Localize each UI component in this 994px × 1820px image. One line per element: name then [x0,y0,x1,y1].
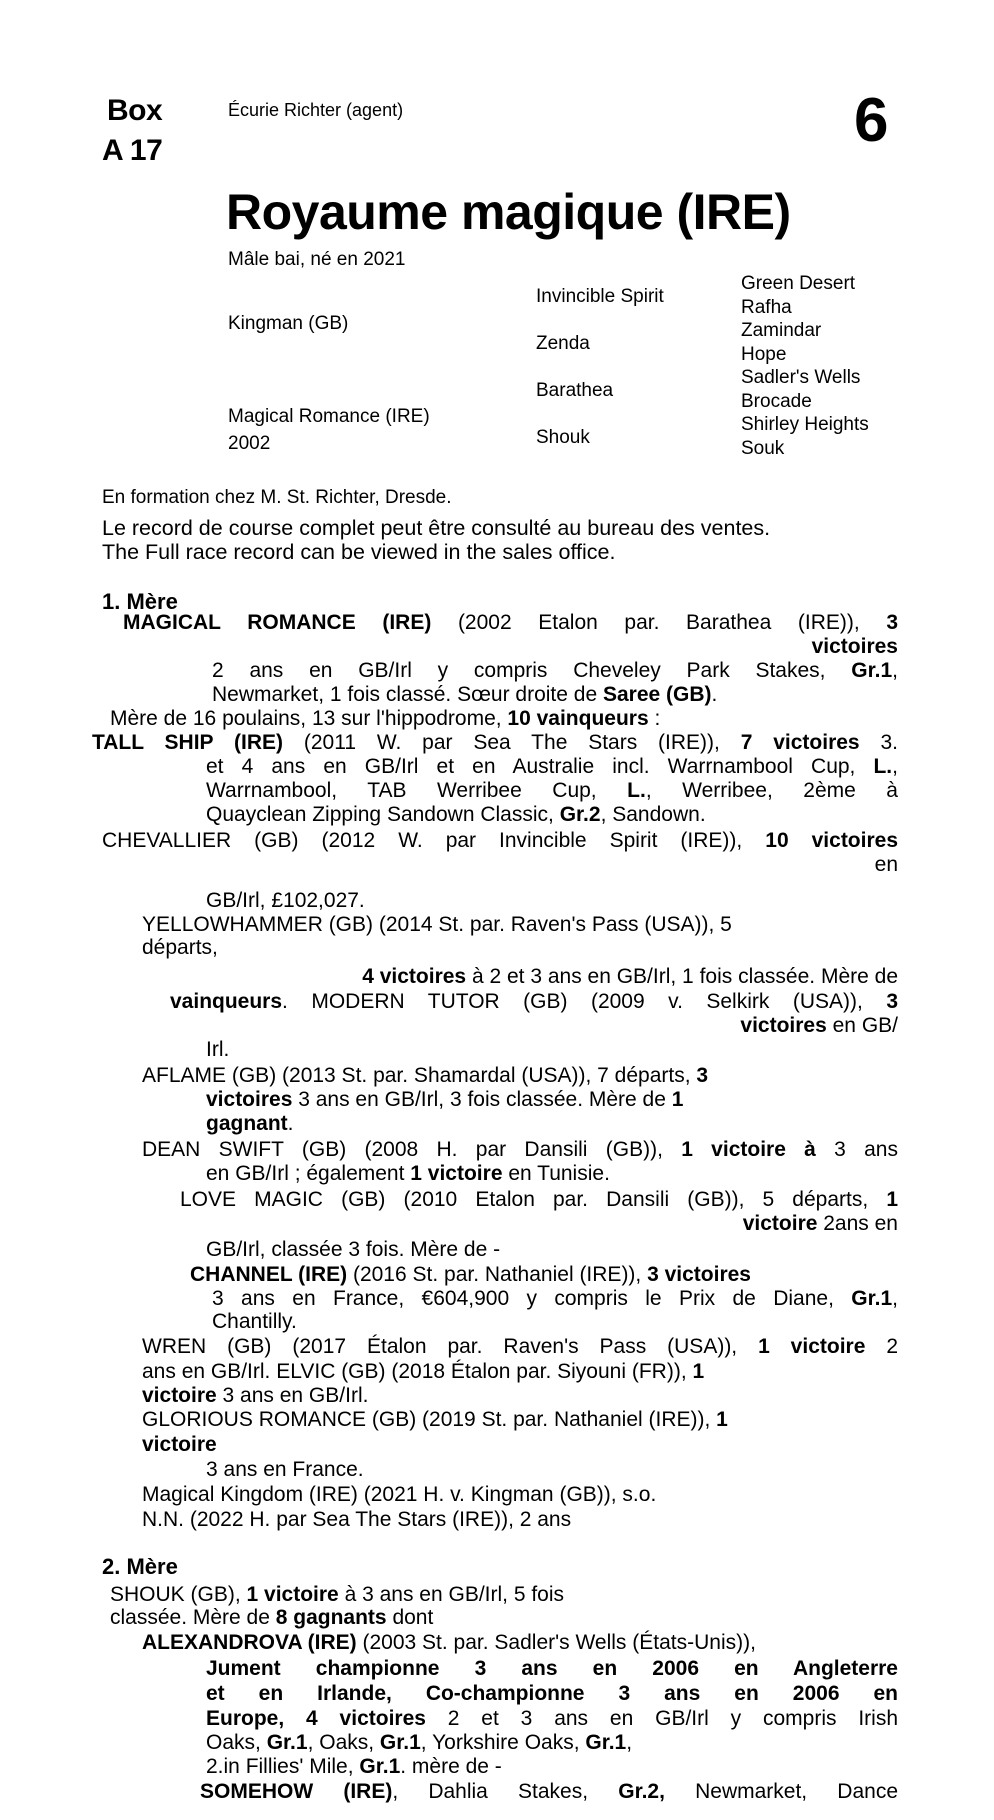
record-text-bold: MAGICAL ROMANCE (IRE) [123,611,432,634]
record-line [142,1360,704,1384]
consignor: Écurie Richter (agent) [228,100,404,120]
record-text: 3 ans en France, €604,900 y compris le Prix de Diane, [212,1287,852,1310]
record-text: (2011 W. par Sea The Stars (IRE)), [283,731,741,754]
record-line [180,1188,898,1212]
record-text: , Oaks, [307,1731,380,1754]
record-text: départs, [142,936,218,959]
record-line [200,1780,898,1804]
pedigree-great-grandparent: Hope [741,343,787,365]
record-text: 3. [859,731,898,754]
record-text-bold: L. [873,755,893,778]
record-line [190,1263,751,1287]
record-text-bold: 1 [886,1188,898,1211]
record-text: Magical Kingdom (IRE) (2021 H. v. Kingman (GB)), s.o. [142,1483,657,1506]
record-text: . [711,683,718,706]
pedigree-great-grandparent: Sadler's Wells [741,367,861,388]
record-line [206,779,898,803]
record-text-bold: Gr.1 [585,1731,627,1754]
record-line [212,659,898,683]
record-text: , Dahlia Stakes, [392,1780,619,1803]
record-text: , Werribee, 2ème à [645,779,898,802]
record-line [743,1212,898,1236]
record-line [812,635,898,659]
record-text-bold: 1 [692,1360,705,1383]
record-text: 3 ans en GB/Irl, 3 fois classée. Mère de [292,1088,672,1111]
record-text-bold: 7 victoires [740,731,860,754]
record-text: : [648,707,661,730]
record-line [206,1731,632,1755]
record-line [206,1112,294,1136]
record-line [142,1508,571,1532]
record-text: 3 ans en GB/Irl. [216,1384,369,1407]
record-line [206,1707,898,1731]
record-line [212,1287,898,1311]
box-number: A 17 [102,134,163,167]
record-line [170,990,898,1014]
record-line [110,1606,433,1630]
record-text: ans en GB/Irl. ELVIC (GB) (2018 Étalon par. Siyouni (FR)), [142,1360,693,1383]
record-line [92,731,898,755]
record-line [110,707,660,731]
record-text: en Tunisie. [502,1162,610,1185]
record-text-bold: Gr.2 [559,803,601,826]
record-text-bold: 10 vainqueurs [507,707,649,730]
record-text: Newmarket, 1 fois classé. Sœur droite de [212,683,603,706]
record-line [875,853,898,877]
record-text-bold: vainqueurs [170,990,283,1013]
record-text: 2 et 3 ans en GB/Irl y compris Irish [425,1707,899,1730]
record-text: 2ans en [817,1212,898,1235]
record-text: , [892,755,898,778]
record-text-bold: 3 [886,611,899,634]
record-text: N.N. (2022 H. par Sea The Stars (IRE)), 2 ans [142,1508,572,1531]
horse-name: Royaume magique (IRE) [226,184,791,240]
record-text: dont [386,1606,434,1629]
record-text: (2002 Etalon par. Barathea (IRE)), [431,611,887,634]
record-text-bold: 1 [671,1088,684,1111]
pedigree-grandparent: Barathea [536,380,614,401]
training-note: En formation chez M. St. Richter, Dresde. [102,487,452,508]
record-text-bold: CHANNEL (IRE) [190,1263,348,1286]
box-label: Box [107,94,163,127]
record-text-bold: Gr.1 [851,1287,893,1310]
record-text-bold: 3 [696,1064,709,1087]
record-text-bold: Gr.1 [266,1731,308,1754]
lot-number: 6 [854,86,889,155]
record-text: à 3 ans en GB/Irl, 5 fois [338,1583,565,1606]
record-text-bold: Gr.2, [618,1780,665,1803]
record-text: (2003 St. par. Sadler's Wells (États-Unis)), [356,1631,756,1654]
record-text-bold: L. [627,779,646,802]
record-line [123,611,898,635]
record-text-bold: Europe, 4 victoires [206,1707,426,1730]
record-text-bold: gagnant [206,1112,288,1135]
pedigree-dam: Magical Romance (IRE) [228,406,430,427]
record-line [362,965,898,989]
record-line [206,803,706,827]
section-heading-second-dam: 2. Mère [102,1554,178,1579]
record-text-bold: SOMEHOW (IRE) [200,1780,393,1803]
record-line [142,1631,756,1655]
record-line [206,755,898,779]
record-text-bold: Saree (GB) [602,683,712,706]
record-line [142,1064,708,1088]
horse-description: Mâle bai, né en 2021 [228,249,406,270]
pedigree-great-grandparent: Zamindar [741,320,822,341]
record-text: à 2 et 3 ans en GB/Irl, 1 fois classée. Mère de [466,965,898,988]
record-text-bold: 3 [886,990,898,1013]
record-text: AFLAME (GB) (2013 St. par. Shamardal (USA)), 7 départs, [142,1064,697,1087]
record-line [740,1014,898,1038]
record-text-bold: victoire [142,1384,217,1407]
record-text-bold: et en Irlande, Co-championne 3 ans en 2006 en [206,1682,898,1705]
record-text: (2016 St. par. Nathaniel (IRE)), [347,1263,648,1286]
record-text-bold: victoire [142,1433,217,1456]
record-text: en GB/Irl ; également [206,1162,411,1185]
record-line [206,889,365,913]
record-text: LOVE MAGIC (GB) (2010 Etalon par. Dansili (GB)), 5 départs, [180,1188,887,1211]
record-line [206,1162,610,1186]
record-text: Irl. [206,1038,230,1061]
record-text-bold: Jument championne 3 ans en 2006 en Angleterre [206,1657,898,1680]
record-text: GLORIOUS ROMANCE (GB) (2019 St. par. Nathaniel (IRE)), [142,1408,717,1431]
pedigree-great-grandparent: Green Desert [741,273,856,294]
record-line [142,1138,898,1162]
record-text-bold: 10 victoires [765,829,899,852]
record-text-bold: 1 victoire [758,1335,866,1358]
record-text-bold: victoire [742,1212,818,1235]
record-text-bold: victoires [206,1088,293,1111]
record-text-bold: 3 victoires [647,1263,751,1286]
pedigree-great-grandparent: Souk [741,437,785,459]
record-text-bold: 1 victoire [410,1162,503,1185]
pedigree-dam-year: 2002 [228,433,271,454]
record-text-bold: 1 victoire [246,1583,339,1606]
record-text-bold: Gr.1 [359,1755,401,1778]
record-text: WREN (GB) (2017 Étalon par. Raven's Pass (USA)), [142,1335,759,1358]
record-line [206,1755,502,1779]
record-text-bold: 1 [716,1408,728,1431]
record-text-bold: Gr.1 [851,659,893,682]
record-text-bold: Gr.1 [379,1731,421,1754]
record-text-bold: ALEXANDROVA (IRE) [142,1631,357,1654]
record-text: , [892,659,898,682]
pedigree-great-grandparent: Shirley Heights [741,414,869,435]
record-text: 2 [865,1335,898,1358]
record-line [206,1682,898,1706]
record-text: Oaks, [206,1731,267,1754]
record-line [142,1408,728,1432]
record-line [142,1483,656,1507]
record-line [142,913,732,937]
record-line [206,1088,683,1112]
record-text-bold: TALL SHIP (IRE) [92,731,284,754]
record-text-bold: victoires [740,1014,827,1037]
record-line [206,1238,500,1262]
record-line [206,1657,898,1681]
record-text: DEAN SWIFT (GB) (2008 H. par Dansili (GB)), [142,1138,682,1161]
record-text: 2 ans en GB/Irl y compris Cheveley Park Stakes, [212,659,852,682]
pedigree-sire: Kingman (GB) [228,313,349,334]
record-text: , Yorkshire Oaks, [420,1731,586,1754]
pedigree-grandparent: Shouk [536,427,590,448]
section-heading-first-dam: 1. Mère [102,589,178,614]
record-text: GB/Irl, classée 3 fois. Mère de - [206,1238,501,1261]
record-text: , [892,1287,898,1310]
record-text: 3 ans en France. [206,1458,364,1481]
record-text: et 4 ans en GB/Irl et en Australie incl. Warrnambool Cup, [206,755,874,778]
record-line [206,1458,364,1482]
record-line [102,829,898,853]
record-line [142,1433,217,1457]
record-line [142,1384,368,1408]
record-text: , [626,1731,633,1754]
record-text-bold: victoires [811,635,898,658]
record-text: Mère de 16 poulains, 13 sur l'hippodrome, [110,707,508,730]
record-text: 3 ans [815,1138,898,1161]
record-text: Newmarket, Dance [664,1780,898,1803]
record-text: Chantilly. [212,1310,297,1333]
record-text: . [287,1112,294,1135]
pedigree-grandparent: Invincible Spirit [536,286,664,307]
record-line [212,1310,297,1334]
pedigree-great-grandparent: Brocade [741,390,812,412]
record-line [110,1583,564,1607]
record-text: GB/Irl, £102,027. [206,889,365,912]
pedigree-great-grandparent: Rafha [741,296,792,318]
record-text: Quayclean Zipping Sandown Classic, [206,803,560,826]
race-record-note-en: The Full race record can be viewed in the sales office. [102,540,616,564]
record-text-bold: 8 gagnants [275,1606,387,1629]
record-text: Warrnambool, TAB Werribee Cup, [206,779,628,802]
record-line [212,683,717,707]
record-text-bold: 1 victoire à [681,1138,816,1161]
pedigree-grandparent: Zenda [536,333,590,354]
record-text: en [874,853,898,876]
record-text-bold: 4 victoires [362,965,467,988]
record-line [142,936,218,960]
record-line [206,1038,229,1062]
record-text: . MODERN TUTOR (GB) (2009 v. Selkirk (USA)), [282,990,887,1013]
record-text: , Sandown. [600,803,706,826]
record-text: en GB/ [826,1014,898,1037]
record-text: SHOUK (GB), [110,1583,247,1606]
record-line [142,1335,898,1359]
record-text: . mère de - [400,1755,502,1778]
race-record-note-fr: Le record de course complet peut être consulté au bureau des ventes. [102,516,771,540]
record-text: CHEVALLIER (GB) (2012 W. par Invincible Spirit (IRE)), [102,829,766,852]
record-text: classée. Mère de [110,1606,276,1629]
record-text: 2.in Fillies' Mile, [206,1755,360,1778]
record-text: YELLOWHAMMER (GB) (2014 St. par. Raven's Pass (USA)), 5 [142,913,732,936]
